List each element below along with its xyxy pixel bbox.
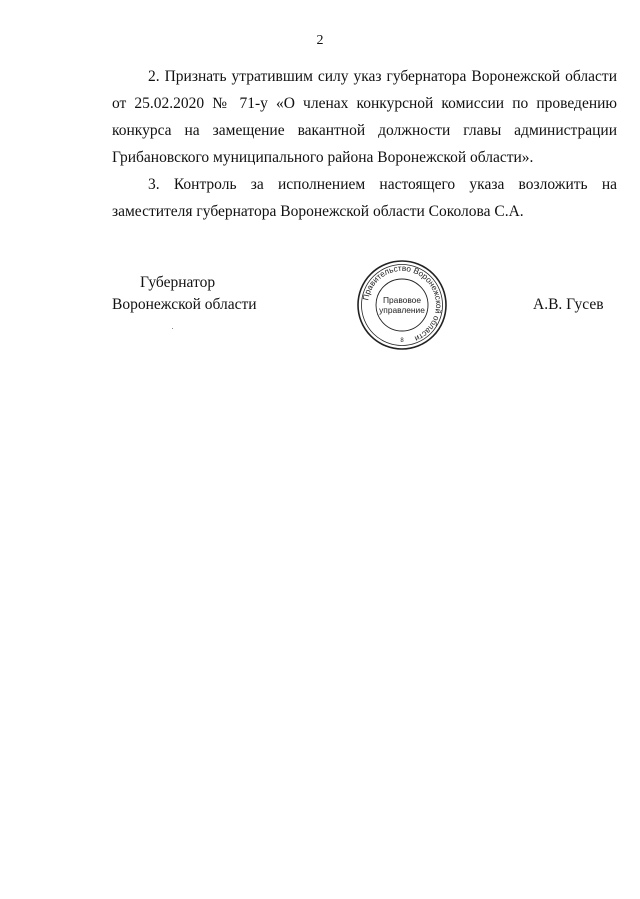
signatory-position [112, 272, 257, 316]
stamp-ring-text: Правительство Воронежской области [361, 263, 444, 344]
signatory-position-line1: Губернатор [140, 274, 216, 291]
page-number: 2 [316, 33, 324, 48]
stamp-center-line1: Правовое [382, 295, 422, 305]
stamp-center-line2: управление [379, 305, 425, 315]
official-stamp [356, 259, 448, 351]
paragraph-control: 3. Контроль за исполнением настоящего указа возложить на заместителя губернатора Воронежской области Соколова С.А. [112, 176, 617, 220]
paragraph-revoke-decree: 2. Признать утратившим силу указ губернатора Воронежской области от 25.02.2020 № 71-у «О членах конкурсной комиссии по проведению конкурса на замещение вакантной должности главы администрации Грибановского муниципального района Воронежской области». [112, 68, 617, 166]
document-body [112, 63, 617, 225]
stamp-number: 8 [400, 338, 404, 344]
signatory-position-line2: Воронежской области [112, 296, 257, 313]
scan-speck [172, 328, 173, 329]
signatory-name: А.В. Гусев [533, 296, 604, 313]
